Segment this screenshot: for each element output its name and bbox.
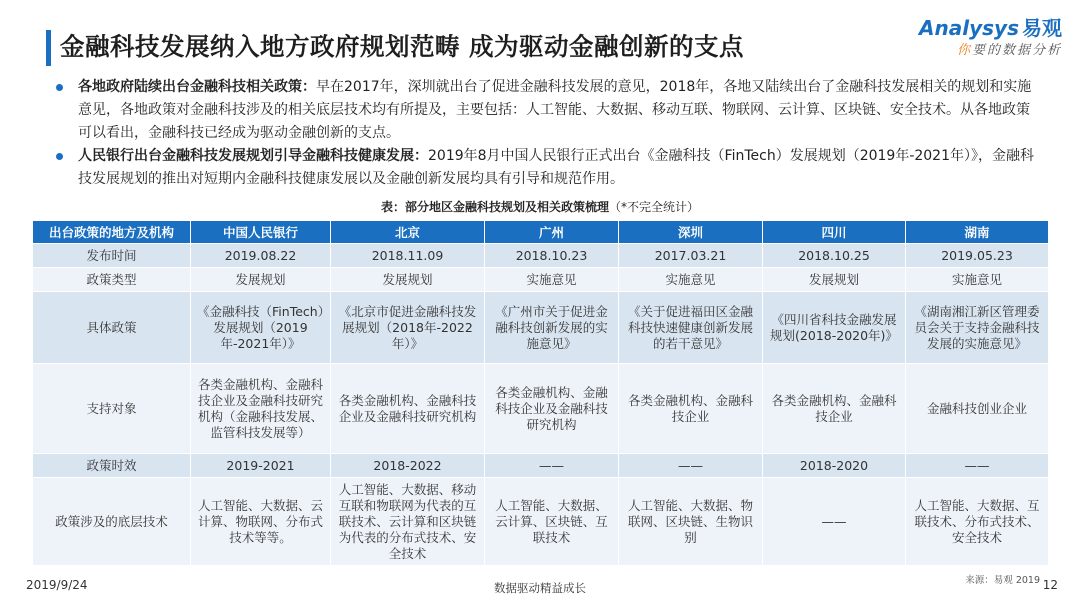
table-cell: 实施意见 xyxy=(906,268,1049,292)
bullet-heading: 人民银行出台金融科技发展规划引导金融科技健康发展： xyxy=(78,148,428,164)
bullet-dot-icon xyxy=(56,153,63,160)
row-label: 支持对象 xyxy=(33,364,191,454)
bullet-item xyxy=(56,145,1036,191)
page-number: 12 xyxy=(1042,578,1058,592)
bullet-text: 早在2017年，深圳就出台了促进金融科技发展的意见，2018年，各地又陆续出台了金融科技发展相关的规划和实施意见，各地政策对金融科技涉及的相关底层技术均有所提及，主要包括：人工智能、大数据、移动互联、物联网、云计算、区块链、安全技术。从各地政策可以看出，金融科技已经成为驱动金融创新的支点。 xyxy=(78,79,1032,141)
table-cell: 各类金融机构、金融科技企业 xyxy=(763,364,906,454)
table-row xyxy=(33,292,1049,364)
table-row xyxy=(33,364,1049,454)
column-header: 出台政策的地方及机构 xyxy=(33,221,191,244)
table-cell: 发展规划 xyxy=(191,268,331,292)
policy-table xyxy=(32,220,1049,566)
table-cell: 各类金融机构、金融科技企业及金融科技研究机构（金融科技发展、监管科技发展等） xyxy=(191,364,331,454)
bullet-dot-icon xyxy=(56,84,63,91)
column-header: 四川 xyxy=(763,221,906,244)
table-cell: 各类金融机构、金融科技企业及金融科技研究机构 xyxy=(331,364,485,454)
table-cell: 人工智能、大数据、移动互联和物联网为代表的互联技术、云计算和区块链为代表的分布式技术、安全技术 xyxy=(331,478,485,566)
logo-prefix: A xyxy=(919,16,935,40)
bullet-text: 2019年8月中国人民银行正式出台《金融科技（FinTech）发展规划（2019年-2021年）》，金融科技发展规划的推出对短期内金融科技健康发展以及金融创新发展均具有引导和规范作用。 xyxy=(78,148,1034,187)
table-cell: 人工智能、大数据、云计算、区块链、互联技术 xyxy=(485,478,619,566)
table-cell: 2019-2021 xyxy=(191,454,331,478)
table-cell: 人工智能、大数据、云计算、物联网、分布式技术等等。 xyxy=(191,478,331,566)
row-label: 政策涉及的底层技术 xyxy=(33,478,191,566)
table-caption-note: （*不完全统计） xyxy=(609,200,700,214)
table-cell: 人工智能、大数据、物联网、区块链、生物识别 xyxy=(619,478,763,566)
logo-slogan xyxy=(919,39,1062,58)
table-cell: 金融科技创业企业 xyxy=(906,364,1049,454)
table-cell: 2018-2020 xyxy=(763,454,906,478)
table-cell: —— xyxy=(485,454,619,478)
column-header: 广州 xyxy=(485,221,619,244)
table-cell: —— xyxy=(619,454,763,478)
bullet-item xyxy=(56,76,1036,145)
row-label: 政策时效 xyxy=(33,454,191,478)
table-cell: —— xyxy=(906,454,1049,478)
table-cell: 《北京市促进金融科技发展规划（2018年-2022年）》 xyxy=(331,292,485,364)
table-cell: 2019.08.22 xyxy=(191,244,331,268)
footer-slogan: 数据驱动精益成长 xyxy=(494,581,586,595)
table-caption-text: 表：部分地区金融科技规划及相关政策梳理 xyxy=(380,200,609,214)
table-cell: 《金融科技（FinTech）发展规划（2019年-2021年）》 xyxy=(191,292,331,364)
logo-cn: 易观 xyxy=(1022,16,1062,40)
table-cell: 《关于促进福田区金融科技快速健康创新发展的若干意见》 xyxy=(619,292,763,364)
row-label: 发布时间 xyxy=(33,244,191,268)
table-row xyxy=(33,454,1049,478)
table-row xyxy=(33,244,1049,268)
table-cell: 人工智能、大数据、互联技术、分布式技术、安全技术 xyxy=(906,478,1049,566)
column-header: 北京 xyxy=(331,221,485,244)
bullet-list xyxy=(56,76,1036,191)
table-cell: 《四川省科技金融发展规划(2018-2020年)》 xyxy=(763,292,906,364)
row-label: 政策类型 xyxy=(33,268,191,292)
table-cell: 发展规划 xyxy=(763,268,906,292)
column-header: 中国人民银行 xyxy=(191,221,331,244)
table-cell: 发展规划 xyxy=(331,268,485,292)
table-cell: 各类金融机构、金融科技企业及金融科技研究机构 xyxy=(485,364,619,454)
table-row xyxy=(33,268,1049,292)
table-caption xyxy=(0,198,1080,215)
brand-logo xyxy=(919,12,1062,58)
title-accent-bar xyxy=(46,30,51,66)
table-cell: 各类金融机构、金融科技企业 xyxy=(619,364,763,454)
page-title: 金融科技发展纳入地方政府规划范畴 成为驱动金融创新的支点 xyxy=(60,32,745,61)
table-cell: 2018.10.25 xyxy=(763,244,906,268)
logo-slogan-highlight: 你 xyxy=(956,43,972,58)
table-cell: 《湖南湘江新区管理委员会关于支持金融科技发展的实施意见》 xyxy=(906,292,1049,364)
table-cell: 2018.10.23 xyxy=(485,244,619,268)
table-header-row xyxy=(33,221,1049,244)
row-label: 具体政策 xyxy=(33,292,191,364)
logo-slogan-text: 要的数据分析 xyxy=(971,43,1062,58)
table-cell: 2019.05.23 xyxy=(906,244,1049,268)
column-header: 深圳 xyxy=(619,221,763,244)
bullet-heading: 各地政府陆续出台金融科技相关政策： xyxy=(78,79,316,95)
table-cell: 实施意见 xyxy=(485,268,619,292)
table-cell: 实施意见 xyxy=(619,268,763,292)
table-cell: 2017.03.21 xyxy=(619,244,763,268)
table-cell: 2018-2022 xyxy=(331,454,485,478)
table-cell: 2018.11.09 xyxy=(331,244,485,268)
table-cell: 《广州市关于促进金融科技创新发展的实施意见》 xyxy=(485,292,619,364)
logo-text: nalysys xyxy=(934,16,1019,40)
footer-date: 2019/9/24 xyxy=(26,578,88,592)
table-cell: —— xyxy=(763,478,906,566)
footer-source: 来源：易观 2019 xyxy=(965,575,1040,586)
logo-wordmark xyxy=(919,12,1062,41)
table-row xyxy=(33,478,1049,566)
column-header: 湖南 xyxy=(906,221,1049,244)
